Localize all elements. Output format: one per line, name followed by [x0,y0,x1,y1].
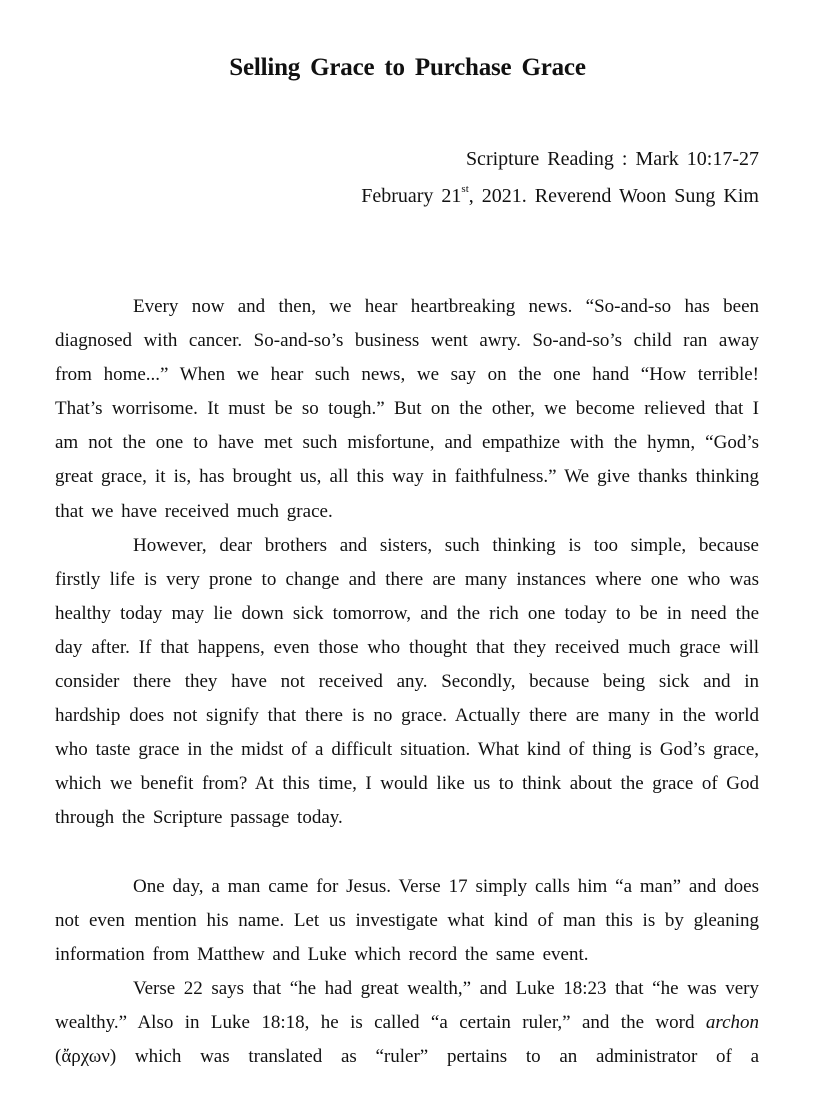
paragraph-tail-text: which was translated as “ruler” pertains to an administrator of a [116,1045,759,1067]
greek-term: (ἄρχων) [55,1045,117,1067]
paragraph: One day, a man came for Jesus. Verse 17 simply calls him “a man” and does not even mention his name. Let us investigate what kind of man this is by gleaning information from Matthew and Luke which record the same event. [55,875,759,965]
sermon-title: Selling Grace to Purchase Grace [229,54,586,81]
date-ordinal-suffix: st [461,183,469,195]
date-author-text: , 2021. Reverend Woon Sung Kim [468,185,759,207]
scripture-reading: Scripture Reading : Mark 10:17-27 [465,148,759,170]
paragraph-continued [55,972,759,1074]
sermon-body [55,290,759,1074]
paragraph-text: Verse 22 says that “he had great wealth,” and Luke 18:23 that “he was very wealthy.” Also in Luke 18:18, he is called “a certain ruler,” and the word [55,977,759,1033]
date-text: February 21 [361,185,462,207]
sermon-date-author [361,185,759,208]
italic-term: archon [705,1011,759,1033]
paragraph: Every now and then, we hear heartbreaking news. “So-and-so has been diagnosed with cancer. So-and-so’s business went awry. So-and-so’s child ran away from home...” When we hear such news, we say on the one hand “How terrible! That’s worrisome. It must be so tough.” But on the other, we become relieved that I am not the one to have met such misfortune, and empathize with the hymn, “God’s great grace, it is, has brought us, all this way in faithfulness.” We give thanks thinking that we have received much grace. [55,296,759,522]
paragraph: However, dear brothers and sisters, such thinking is too simple, because firstly life is very prone to change and there are many instances where one who was healthy today may lie down sick tomorrow, and the rich one today to be in need the day after. If that happens, even those who thought that they received much grace will consider there they have not received any. Secondly, because being sick and in hardship does not signify that there is no grace. Actually there are many in the world who taste grace in the midst of a difficult situation. What kind of thing is God’s grace, which we benefit from? At this time, I would like us to think about the grace of God through the Scripture passage today. [55,534,759,829]
